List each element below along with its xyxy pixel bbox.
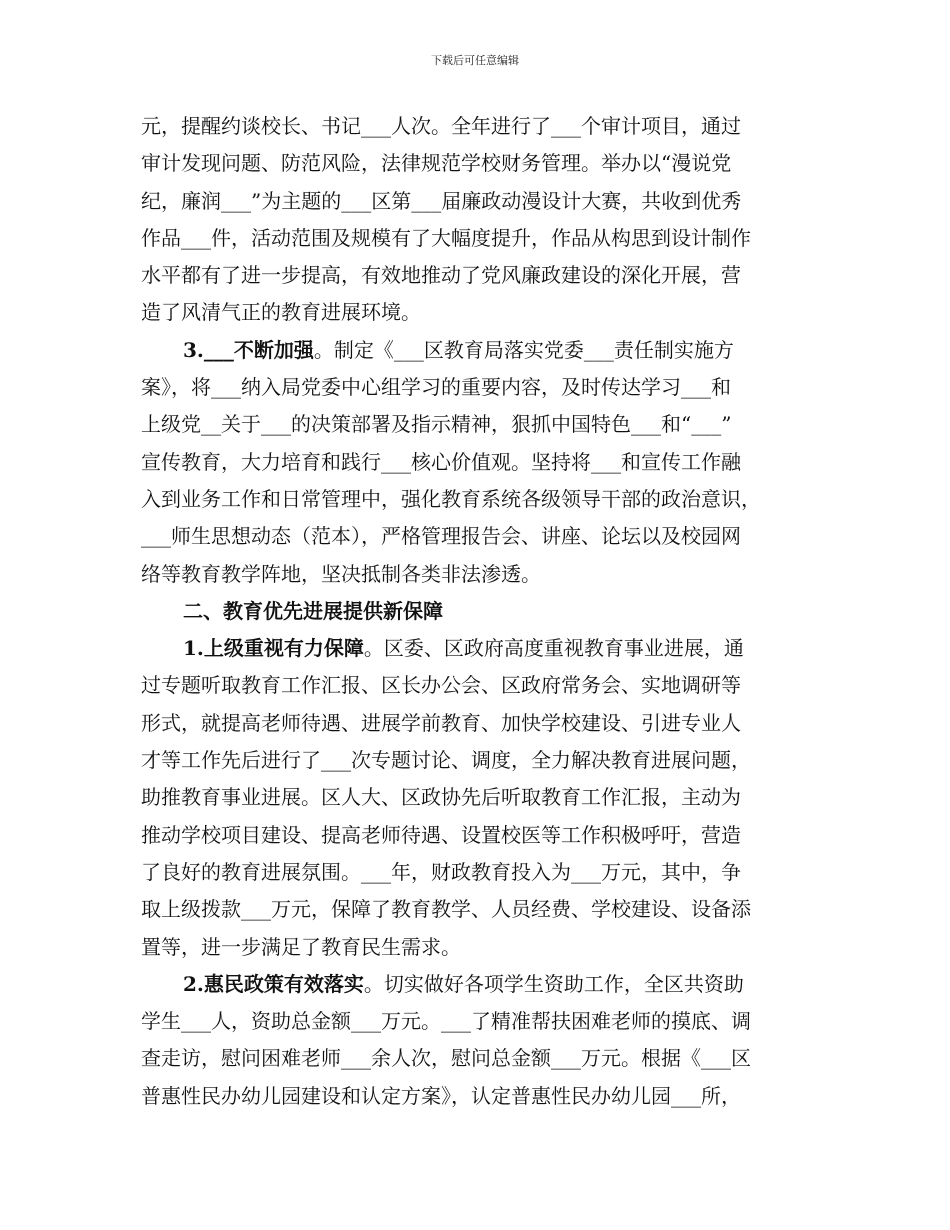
text-line: 查走访，慰问困难老师___余人次，慰问总金额___万元。根据《___区: [141, 1046, 751, 1071]
text-line: 案》，将___纳入局党委中心组学习的重要内容，及时传达学习___和: [141, 375, 731, 400]
text-line: 上级党__关于___的决策部署及指示精神，狠抓中国特色___和“___”: [141, 412, 732, 437]
paragraph-heading: 3.___不断加强: [183, 337, 314, 362]
text-line: 络等教育教学阵地，坚决抵制各类非法渗透。: [141, 561, 541, 586]
paragraph-start-line: 3.___不断加强。制定《___区教育局落实党委___责任制实施方: [183, 337, 734, 362]
text-line: 了良好的教育进展氛围。___年，财政教育投入为___万元，其中，争: [141, 859, 741, 884]
paragraph-start-line: 1.上级重视有力保障。区委、区政府高度重视教育事业进展，通: [183, 636, 744, 661]
document-body: [141, 108, 811, 1115]
paragraph-heading: 1.上级重视有力保障: [183, 636, 364, 661]
text-line: 水平都有了进一步提高，有效地推动了党风廉政建设的深化开展，营: [141, 263, 741, 288]
text-line: 作品___件，活动范围及规模有了大幅度提升，作品从构思到设计制作: [141, 225, 751, 250]
text-line: 才等工作先后进行了___次专题讨论、调度，全力解决教育进展问题，: [141, 748, 751, 773]
text-line: ___师生思想动态（范本），严格管理报告会、讲座、论坛以及校园网: [141, 524, 741, 549]
text-line: 过专题听取教育工作汇报、区长办公会、区政府常务会、实地调研等: [141, 673, 741, 698]
paragraph-start-line: 2.惠民政策有效落实。切实做好各项学生资助工作，全区共资助: [183, 971, 744, 996]
text-line: 宣传教育，大力培育和践行___核心价值观。坚持将___和宣传工作融: [141, 449, 741, 474]
section-heading: 二、教育优先进展提供新保障: [183, 598, 443, 623]
text-line: 置等，进一步满足了教育民生需求。: [141, 934, 461, 959]
text-line: 学生___人，资助总金额___万元。___了精准帮扶困难老师的摸底、调: [141, 1009, 751, 1034]
text-line: 形式，就提高老师待遇、进展学前教育、加快学校建设、引进专业人: [141, 710, 741, 735]
text-line: 入到业务工作和日常管理中，强化教育系统各级领导干部的政治意识，: [141, 486, 761, 511]
text-line: 元，提醒约谈校长、书记___人次。全年进行了___个审计项目，通过: [141, 114, 741, 138]
text-line: 助推教育事业进展。区人大、区政协先后听取教育工作汇报，主动为: [141, 785, 741, 810]
text-line: 造了风清气正的教育进展环境。: [141, 300, 421, 325]
page-header: 下载后可任意编辑: [431, 54, 519, 67]
text-line: 纪，廉润___”为主题的___区第___届廉政动漫设计大赛，共收到优秀: [141, 188, 742, 213]
section-heading-line: [141, 593, 811, 630]
paragraph-heading: 2.惠民政策有效落实: [183, 971, 364, 996]
text-line: 推动学校项目建设、提高老师待遇、设置校医等工作积极呼吁，营造: [141, 822, 741, 847]
text-line: 审计发现问题、防范风险，法律规范学校财务管理。举办以“漫说党: [141, 151, 732, 176]
text-line: 普惠性民办幼儿园建设和认定方案》，认定普惠性民办幼儿园___所，: [141, 1083, 741, 1108]
text-line: 取上级拨款___万元，保障了教育教学、人员经费、学校建设、设备添: [141, 897, 751, 922]
